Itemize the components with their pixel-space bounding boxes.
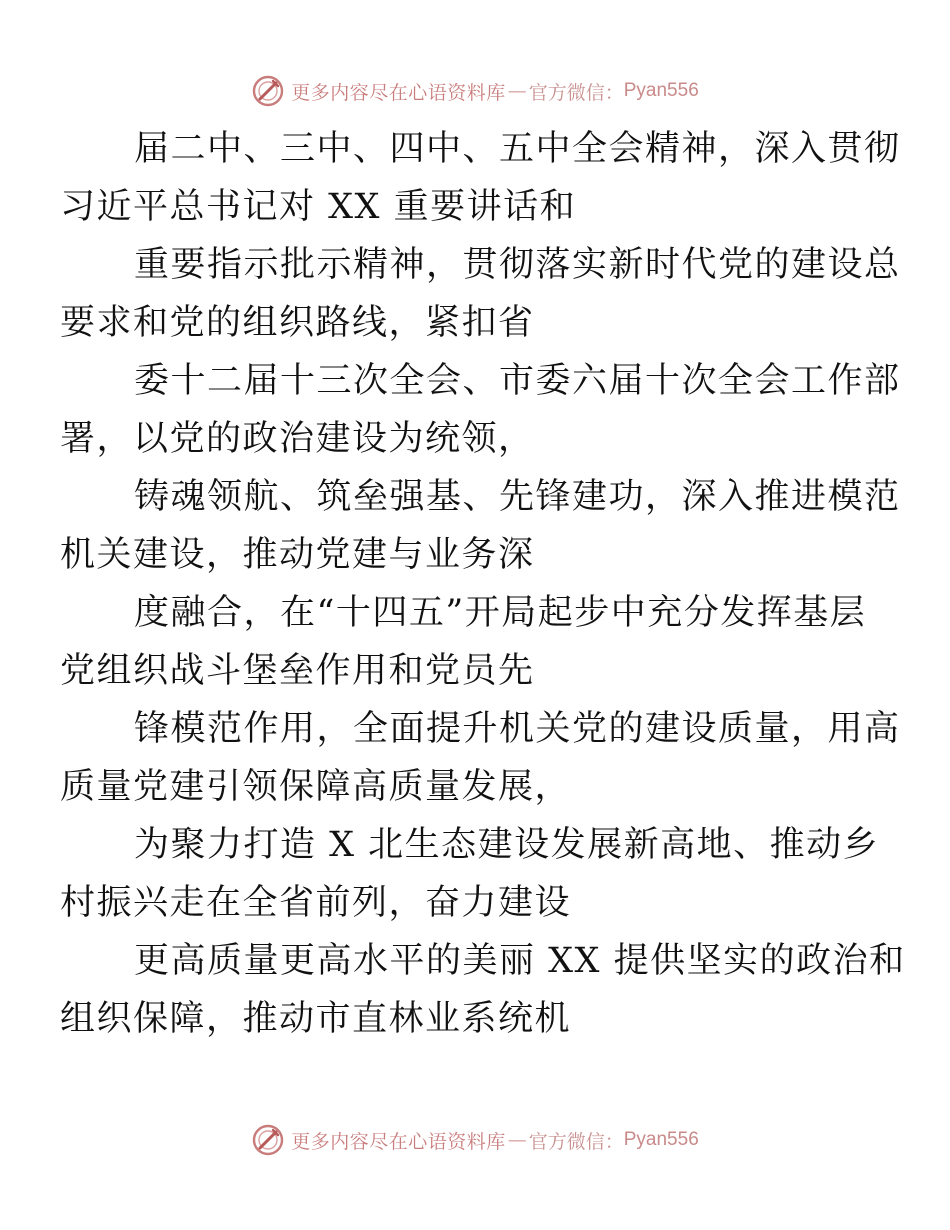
paragraph-1 <box>60 120 901 236</box>
paragraph-4-line-1: 铸魂领航、筑垒强基、先锋建功，深入推进模范 <box>134 477 901 517</box>
paragraph-2 <box>60 236 901 352</box>
watermark-main-text: 更多内容尽在心语资料库 <box>291 1130 506 1153</box>
watermark-dash: — <box>507 80 527 102</box>
document-body <box>60 120 906 1048</box>
paragraph-5-line-1: 度融合，在“十四五”开局起步中充分发挥基层 <box>134 593 867 633</box>
watermark-dash: — <box>507 1129 527 1151</box>
paragraph-4 <box>60 468 901 584</box>
paragraph-5 <box>60 584 867 700</box>
paragraph-8-line-2: 组织保障，推动市直林业系统机 <box>60 999 572 1039</box>
watermark-account: Pyan556 <box>623 1129 699 1150</box>
paragraph-3-line-1: 委十二届十三次全会、市委六届十次全会工作部 <box>134 361 901 401</box>
paragraph-2-line-2: 要求和党的组织路线，紧扣省 <box>60 303 535 343</box>
paragraph-7-line-1: 为聚力打造 X 北生态建设发展新高地、推动乡 <box>134 825 880 865</box>
watermark-wechat-label: 官方微信： <box>528 81 624 104</box>
paragraph-3 <box>60 352 901 468</box>
watermark-main-text: 更多内容尽在心语资料库 <box>291 81 506 104</box>
seal-logo-icon <box>251 1123 285 1157</box>
seal-logo-icon <box>251 74 285 108</box>
paragraph-6-line-1: 锋模范作用，全面提升机关党的建设质量，用高 <box>134 709 901 749</box>
header-watermark <box>0 71 950 111</box>
paragraph-2-line-1: 重要指示批示精神，贯彻落实新时代党的建设总 <box>134 245 901 285</box>
paragraph-6 <box>60 700 901 816</box>
watermark-account: Pyan556 <box>623 80 699 101</box>
paragraph-7-line-2: 村振兴走在全省前列，奋力建设 <box>60 883 572 923</box>
paragraph-7 <box>60 816 880 932</box>
paragraph-4-line-2: 机关建设，推动党建与业务深 <box>60 535 535 575</box>
paragraph-5-line-2: 党组织战斗堡垒作用和党员先 <box>60 651 535 691</box>
footer-watermark <box>0 1120 950 1160</box>
paragraph-8 <box>60 932 906 1048</box>
watermark-wechat-label: 官方微信： <box>528 1130 624 1153</box>
paragraph-8-line-1: 更高质量更高水平的美丽 XX 提供坚实的政治和 <box>134 941 906 981</box>
paragraph-1-line-2: 习近平总书记对 XX 重要讲话和 <box>60 187 577 227</box>
paragraph-6-line-2: 质量党建引领保障高质量发展， <box>60 767 572 807</box>
paragraph-1-line-1: 届二中、三中、四中、五中全会精神，深入贯彻 <box>134 129 901 169</box>
paragraph-3-line-2: 署，以党的政治建设为统领， <box>60 419 535 459</box>
